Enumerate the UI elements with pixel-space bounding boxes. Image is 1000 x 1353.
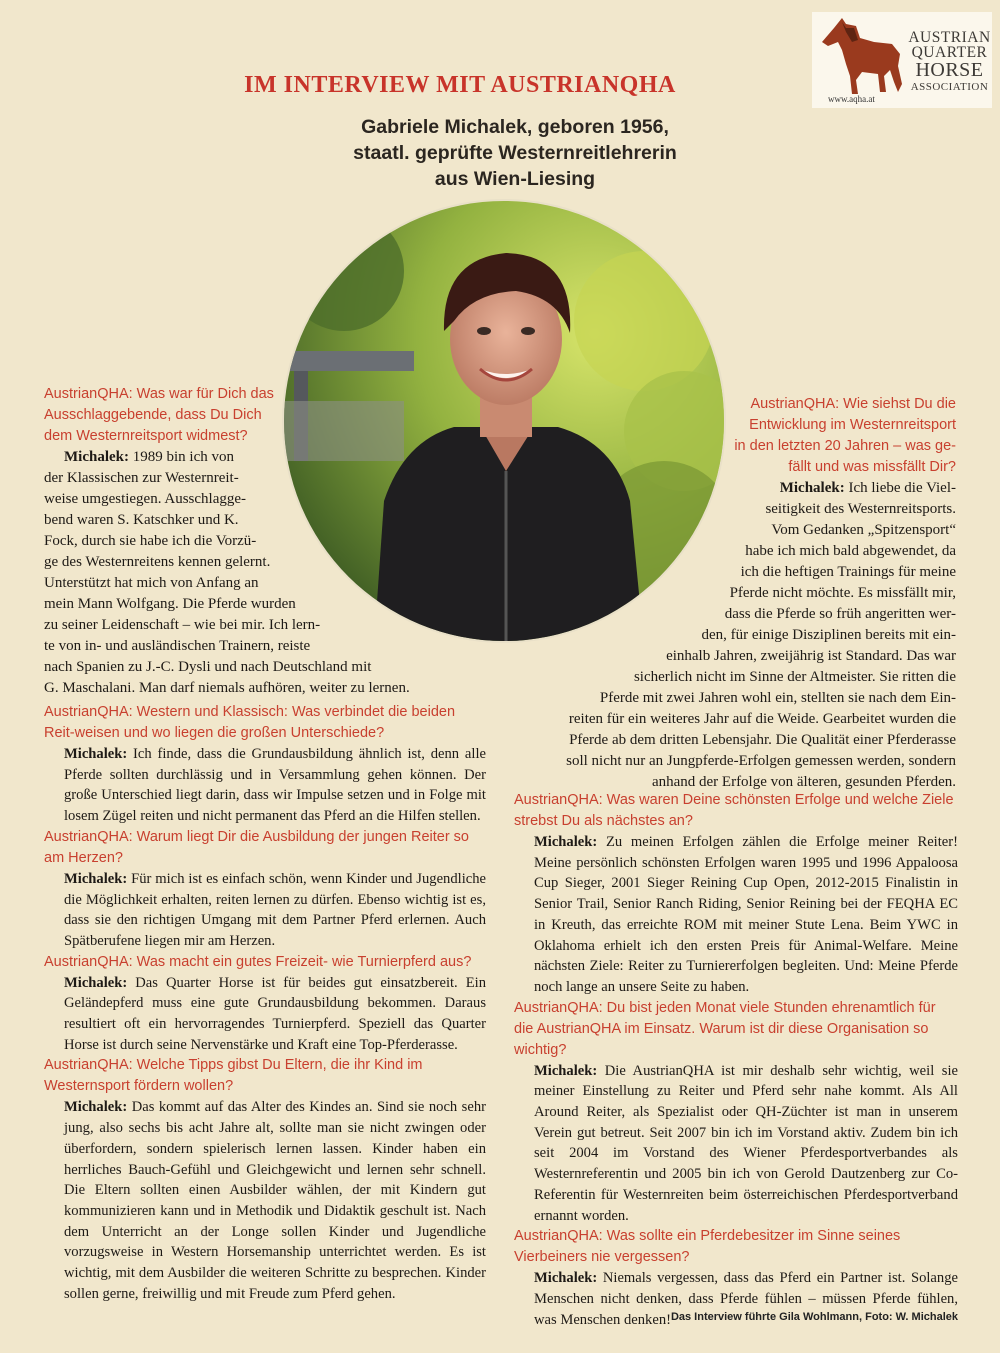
logo-text (907, 30, 992, 95)
answer-line: seitigkeit des Westernreitsports. (765, 501, 956, 517)
left-column (44, 702, 486, 1304)
speaker-label: Michalek: (534, 1270, 598, 1287)
answer-line: bend waren S. Katschker und K. (44, 512, 239, 528)
speaker-label: Michalek: (534, 1062, 598, 1079)
answer-line: te von in- und ausländischen Trainern, reiste (44, 638, 311, 654)
horse-icon (816, 14, 908, 96)
answer-line: G. Maschalani. Man darf niemals aufhören, weiter zu lernen. (44, 680, 410, 696)
right-column (514, 790, 958, 1330)
answer-line: reiten für ein weiteres Jahr auf die Weide. Gearbeitet wurden die (568, 711, 956, 727)
question-line: Ausschlaggebende, dass Du Dich (44, 407, 262, 423)
answer-line: Fock, durch sie habe ich die Vorzü- (44, 533, 257, 549)
answer (514, 832, 958, 998)
answer-line: mein Mann Wolfgang. Die Pferde wurden (44, 596, 296, 612)
speaker-label: Michalek: (64, 449, 129, 465)
answer-line: Pferde ab dem dritten Lebensjahr. Die Qualität einer Pferderasse (569, 732, 956, 748)
answer-line: Pferde mit zwei Jahren wohl ein, stellten sie nach dem Ein- (599, 690, 956, 706)
logo-url: www.aqha.at (828, 94, 875, 104)
answer-line: Ich liebe die Viel- (844, 480, 956, 496)
answer-text: Das Quarter Horse ist für beides gut einsatzbereit. Ein Geländepferd muss eine gute Grundausbildung bekommen. Daraus resultiert oft ein hervorragendes Turnierpferd. Speziell das Quarter Horse ist durch seine Nervenstärke und Kraft eine Top-Pferderasse. (64, 974, 486, 1053)
answer-line: anhand der Erfolge von älteren, gesunden Pferden. (651, 774, 956, 790)
question: AustrianQHA: Welche Tipps gibst Du Eltern, die ihr Kind im Westernsport fördern wollen? (44, 1057, 423, 1095)
subtitle-line: aus Wien-Liesing (434, 168, 596, 190)
question-line: AustrianQHA: Wie siehst Du die (750, 396, 956, 412)
answer (44, 869, 486, 952)
subtitle-line: Gabriele Michalek, geboren 1956, (361, 116, 669, 138)
logo-line: AUSTRIAN (908, 29, 991, 46)
answer-line: ge des Westernreitens kennen gelernt. (44, 554, 271, 570)
answer-line: der Klassischen zur Westernreit- (44, 470, 239, 486)
right-wrap-column (510, 394, 956, 793)
speaker-label: Michalek: (779, 480, 845, 496)
answer-text: Zu meinen Erfolgen zählen die Erfolge meiner Reiter! Meine persönlich schönsten Erfolgen waren 1995 und 1996 Appaloosa Cup Sieger, 2001 Sieger Reining Cup Open, 2012-2015 Finalistin in Senior Trail, Senior Ranch Riding, Senior Reining bei der FEQHA EC in Kreuth, das erreichte ROM mit meiner Stute Lena. Beim YWC in Oklahoma erhielt ich den ersten Preis für Animal-Welfare. Meine nächsten Ziele: Reiter zu Turniererfolgen begleiten. Und: Meine Pferde noch lange an unsere Seite zu haben. (534, 834, 958, 995)
question: AustrianQHA: Was sollte ein Pferdebesitzer im Sinne seines Vierbeiners nie vergessen? (514, 1228, 901, 1266)
question-line: Entwicklung im Westernreitsport (749, 417, 956, 433)
answer (510, 478, 956, 793)
speaker-label: Michalek: (64, 974, 128, 991)
answer (44, 973, 486, 1056)
subtitle-line: staatl. geprüfte Westernreitlehrerin (353, 142, 677, 164)
question: AustrianQHA: Was macht ein gutes Freizeit- wie Turnierpferd aus? (44, 953, 472, 970)
photo-credit: Das Interview führte Gila Wohlmann, Foto: W. Michalek (670, 1311, 958, 1323)
answer-text: Die AustrianQHA ist mir deshalb sehr wichtig, weil sie meiner Einstellung zu Reiter und Pferd sehr nahe kommt. Als All Around Reiter, als Spezialist oder QH-Züchter ist man in unserem Verein gut betreut. Seit 2007 bin ich im Vorstand aktiv. Zudem bin ich seit 2004 im Vorstand des Wiener Pferdesportverbandes als Westernreferentin und 2005 bin ich von Gerold Dautzenberg zur Co-Referentin für Westernreiten beim österreichischen Pferdesportverband ernannt worden. (534, 1062, 958, 1224)
speaker-label: Michalek: (64, 746, 128, 762)
page-title: IM INTERVIEW MIT AUSTRIANQHA (244, 72, 676, 98)
answer-line: dass die Pferde so früh angeritten wer- (724, 606, 956, 622)
question: AustrianQHA: Western und Klassisch: Was verbindet die beiden Reit-weisen und wo liegen die großen Unterschiede? (44, 704, 456, 741)
logo-line: QUARTER (911, 44, 988, 61)
answer-text: Das kommt auf das Alter des Kindes an. Sind sie noch sehr jung, also sechs bis acht Jahre alt, sollte man sie nicht zwingen oder überfordern, sondern spielerisch lernen lassen. Kinder haben ein herrliches Bauch-Gefühl und Gleichgewicht und lernen sehr schnell. Die Eltern sollten einen Ausbilder wählen, der mit Kindern gut kommunizieren kann und in Methodik und Didaktik geschult ist. Nach dem Unterricht an der Longe sollen Kinder und Jugendliche vorzugsweise in Western Horsemanship unterrichtet werden. Es ist wichtig, mit dem Ausbilder die weiteren Schritte zu besprechen. Kinder sollen gerne, freiwillig und mit Freude zum Pferd gehen. (64, 1099, 486, 1302)
question-line: in den letzten 20 Jahren – was ge- (734, 438, 956, 454)
answer-line: sicherlich nicht im Sinne der Altmeister. Sie ritten die (633, 669, 956, 685)
logo-line: ASSOCIATION (910, 81, 989, 93)
question: AustrianQHA: Was waren Deine schönsten Erfolge und welche Ziele strebst Du als nächstes an? (514, 792, 954, 829)
question: AustrianQHA: Warum liegt Dir die Ausbildung der jungen Reiter so am Herzen? (44, 828, 469, 866)
answer-text: Ich finde, dass die Grundausbildung ähnlich ist, denn alle Pferde sollten durchlässig und in Versammlung gehen können. Der große Unterschied liegt darin, dass wir Impulse setzen und in Folge mit losem Zügel reiten und nicht permanent das Pferd an die Hilfen stellen. (64, 746, 486, 825)
question-line: AustrianQHA: Was war für Dich das (44, 386, 274, 402)
speaker-label: Michalek: (534, 834, 598, 850)
question: AustrianQHA: Du bist jeden Monat viele Stunden ehrenamtlich für die AustrianQHA im Einsatz. Warum ist dir diese Organisation so wichtig? (514, 999, 936, 1058)
answer (44, 1097, 486, 1304)
question (44, 384, 464, 447)
speaker-label: Michalek: (64, 870, 128, 887)
aqha-logo (812, 12, 992, 108)
question-line: dem Westernreitsport widmest? (44, 428, 248, 444)
answer-line: 1989 bin ich von (129, 449, 234, 465)
answer-line: weise umgestiegen. Ausschlagge- (44, 491, 247, 507)
answer-line: einhalb Jahren, zweijährig ist Standard. Das war (666, 648, 956, 664)
answer-line: Unterstützt hat mich von Anfang an (44, 575, 259, 591)
answer-text: Für mich ist es einfach schön, wenn Kinder und Jugendliche die Möglichkeit erhalten, reiten lernen zu dürfen. Ebenso wichtig ist es, dass sie den richtigen Umgang mit dem Partner Pferd erlernen. Auch Spätberufene liegen mir am Herzen. (64, 870, 486, 949)
answer-line: zu seiner Leidenschaft – wie bei mir. Ich lern- (44, 617, 321, 633)
answer-text: Niemals vergessen, dass das Pferd ein Partner ist. Solange Menschen nicht denken, dass Pferde fühlen – müssen Pferde fühlen, was Menschen denken! (534, 1270, 958, 1328)
speaker-label: Michalek: (64, 1099, 128, 1116)
answer-line: Vom Gedanken „Spitzensport“ (771, 522, 956, 538)
answer (514, 1061, 958, 1227)
answer-line: den, für einige Disziplinen bereits mit ein- (701, 627, 956, 643)
left-wrap-column (44, 384, 464, 699)
question (510, 394, 956, 478)
answer (44, 447, 464, 699)
answer-line: ich die heftigen Trainings für meine (740, 564, 956, 580)
answer (44, 744, 486, 827)
answer-line: nach Spanien zu J.-C. Dysli und nach Deutschland mit (44, 659, 372, 675)
question-line: fällt und was missfällt Dir? (788, 459, 956, 475)
subtitle (300, 114, 730, 192)
answer-line: soll nicht nur an Jungpferde-Erfolgen gemessen werden, sondern (566, 753, 956, 769)
logo-line: HORSE (915, 59, 984, 81)
answer-line: habe ich mich bald abgewendet, da (745, 543, 956, 559)
answer-line: Pferde nicht möchte. Es missfällt mir, (729, 585, 956, 601)
